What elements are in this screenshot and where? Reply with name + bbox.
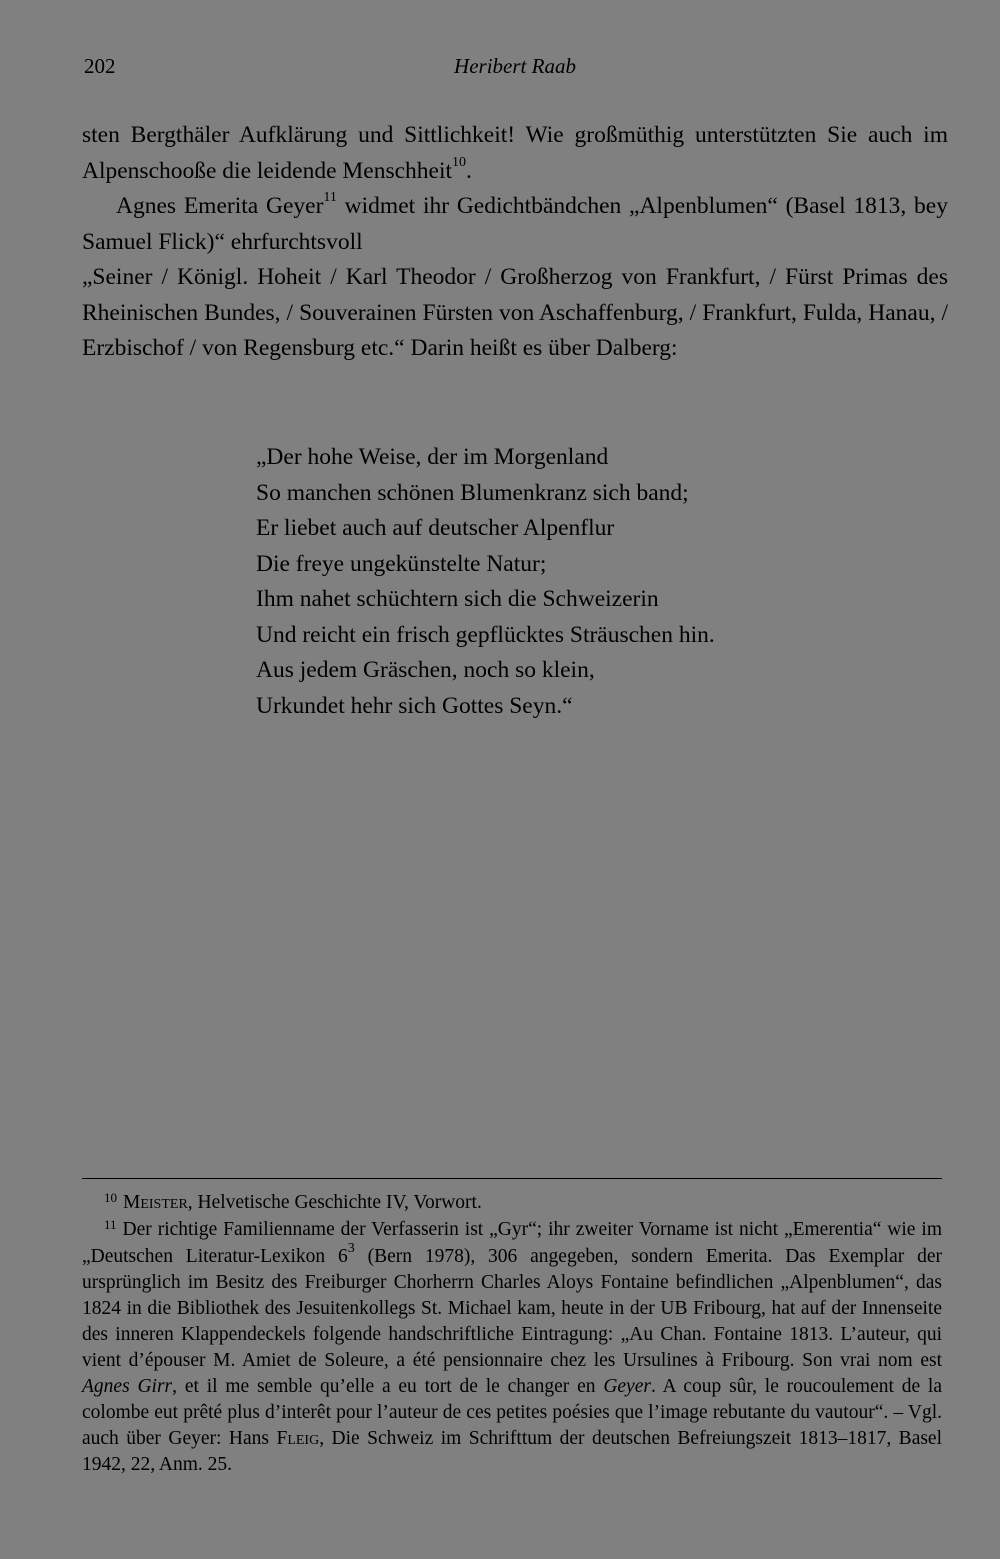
footnote-11 <box>82 1217 942 1478</box>
footnote-text: (Bern 1978), 306 angegeben, sondern Emerita. Das Exemplar der ursprünglich im Besitz des Freiburger Chorherrn Charles Aloys Fontaine befindlichen „Alpenblumen“, das 1824 in die Bibliothek des Jesuitenkollegs St. Michael kam, heute in der UB Fribourg, hat auf der Innenseite des inneren Klappendeckels folgende handschriftliche Eintragung: „Au Chan. Fontaine 1813. L’auteur, qui vient d’épouser M. Amiet de Soleure, a été pensionnaire chez les Ursulines à Fribourg. Son vrai nom est <box>82 1246 942 1371</box>
body-text <box>82 118 948 367</box>
poem-line: Ihm nahet schüchtern sich die Schweizerin <box>256 586 659 612</box>
page-number: 202 <box>84 54 116 78</box>
footnote-italic-name: Geyer <box>603 1376 651 1397</box>
poem-line: Und reicht ein frisch gepflücktes Sträuschen hin. <box>256 621 715 648</box>
poem-line: „Der hohe Weise, der im Morgenland <box>256 444 609 470</box>
footnotes <box>82 1190 942 1478</box>
footnote-italic-name: Agnes Girr <box>82 1376 173 1397</box>
footnote-divider <box>82 1178 942 1179</box>
paragraph-3: „Seiner / Königl. Hoheit / Karl Theodor / Großherzog von Frankfurt, / Fürst Primas des Rheinischen Bundes, / Souverainen Fürsten von Aschaffenburg, / Frankfurt, Fulda, Hanau, / Erzbischof / von Regensburg etc.“ Darin heißt es über Dalberg: <box>82 264 948 361</box>
footnote-ref-11[interactable]: 11 <box>323 190 337 206</box>
poem-line: Die freye ungekünstelte Natur; <box>256 550 547 577</box>
footnote-text: , et il me semble qu’elle a eu tort de le changer en <box>172 1376 604 1397</box>
paragraph-2 <box>82 189 948 260</box>
footnote-text: , Helvetische Geschichte IV, Vorwort. <box>187 1192 482 1213</box>
footnote-author: Meister <box>123 1192 188 1213</box>
page <box>82 48 948 1475</box>
paragraph-1-text: sten Bergthäler Aufklärung und Sittlichkeit! Wie großmüthig unterstützten Sie auch im Alpenschooße die leidende Menschheit <box>82 122 948 184</box>
footnote-ref-10[interactable]: 10 <box>452 154 467 170</box>
paragraph-2-text-b: widmet ihr Gedichtbändchen „Alpenblumen“ (Basel 1813, bey Samuel Flick)“ ehrfurchtsvoll <box>82 193 948 255</box>
paragraph-2-text-a: Agnes Emerita Geyer <box>116 193 324 219</box>
footnote-author: Fleig <box>276 1428 320 1449</box>
footnote-10 <box>82 1190 942 1217</box>
page-header <box>82 48 948 88</box>
paragraph-1 <box>82 118 948 189</box>
poem-line: Urkundet hehr sich Gottes Seyn.“ <box>256 692 573 719</box>
footnote-text: Der richtige Familienname der Verfasserin ist „Gyr“; ihr zweiter Vorname ist nicht „Emerentia“ wie im „Deutschen Literatur-Lexikon 6 <box>82 1219 942 1267</box>
edition-superscript: 3 <box>347 1240 355 1256</box>
footnote-number: 10 <box>104 1190 117 1205</box>
footnote-number: 11 <box>104 1217 117 1232</box>
footnote-text: , Die Schweiz im Schrifttum der deutschen Befreiungszeit 1813–1817, Basel 1942, 22, Anm. 25. <box>82 1428 943 1475</box>
running-head: Heribert Raab <box>454 54 576 78</box>
poem-line: So manchen schönen Blumenkranz sich band; <box>256 479 689 506</box>
poem-line: Aus jedem Gräschen, noch so klein, <box>256 657 595 683</box>
poem-line: Er liebet auch auf deutscher Alpenflur <box>256 515 615 541</box>
paragraph-1-end: . <box>466 157 472 184</box>
poem <box>256 440 715 724</box>
footnote-text: . A coup sûr, le roucoulement de la colombe eut prêté plus d’interêt pour l’auteur de ces petites poésies que l’image rebutante du vautour“. – Vgl. auch über Geyer: Hans <box>82 1376 942 1449</box>
